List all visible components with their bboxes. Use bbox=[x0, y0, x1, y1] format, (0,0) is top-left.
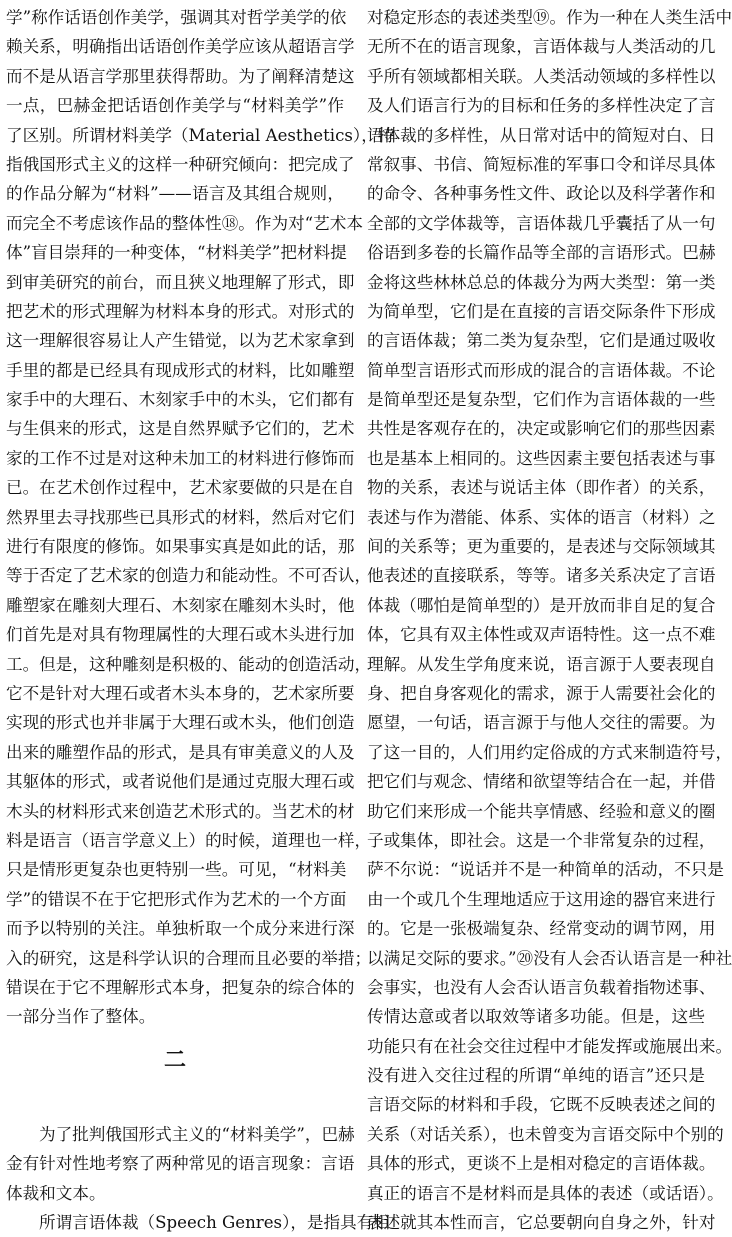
text-line: 已。在艺术创作过程中，艺术家要做的只是在自 bbox=[6, 478, 355, 498]
text-line: 是简单型还是复杂型，它们作为言语体裁的一些 bbox=[367, 390, 716, 410]
text-line: 以满足交际的要求。”⑳没有人会否认语言是一种社 bbox=[367, 948, 732, 968]
text-line: 的言语体裁；第二类为复杂型，它们是通过吸收 bbox=[367, 331, 716, 351]
left-paragraph bbox=[6, 3, 395, 1032]
text-line: 没有进入交往过程的所谓“单纯的语言”还只是 bbox=[367, 1066, 705, 1086]
text-line: 金有针对性地考察了两种常见的语言现象：言语 bbox=[6, 1154, 355, 1174]
text-line: 乎所有领域都相关联。人类活动领域的多样性以 bbox=[367, 66, 716, 86]
text-line: 手里的都是已经具有现成形式的材料，比如雕塑 bbox=[6, 360, 355, 380]
text-line: 关系（对话关系），也未曾变为言语交际中个别的 bbox=[367, 1124, 724, 1144]
text-line: 实现的形式也并非属于大理石或木头，他们创造 bbox=[6, 713, 355, 733]
text-line: 无所不在的语言现象，言语体裁与人类活动的几 bbox=[367, 37, 716, 57]
text-line: 他表述的直接联系，等等。诸多关系决定了言语 bbox=[367, 566, 716, 586]
text-line: 对稳定形态的表述类型⑲。作为一种在人类生活中 bbox=[367, 8, 732, 27]
text-line: 把它们与观念、情绪和欲望等结合在一起，并借 bbox=[367, 772, 716, 792]
text-line: 出来的雕塑作品的形式，是具有审美意义的人及 bbox=[6, 742, 355, 762]
text-line: 雕塑家在雕刻大理石、木刻家在雕刻木头时，他 bbox=[6, 595, 355, 615]
text-line: 也是基本上相同的。这些因素主要包括表述与事 bbox=[367, 448, 716, 468]
section-heading: 二 bbox=[163, 1048, 186, 1074]
text-line: 木头的材料形式来创造艺术形式的。当艺术的材 bbox=[6, 801, 355, 821]
text-line: 为了批判俄国形式主义的“材料美学”，巴赫 bbox=[39, 1124, 355, 1144]
text-line: 了这一目的，人们用约定俗成的方式来制造符号， bbox=[367, 742, 732, 762]
text-line: 赖关系，明确指出话语创作美学应该从超语言学 bbox=[6, 37, 355, 57]
text-line: 料是语言（语言学意义上）的时候，道理也一样， bbox=[6, 830, 372, 850]
text-line: 功能只有在社会交往过程中才能发挥或施展出来。 bbox=[367, 1036, 732, 1056]
text-line: 而予以特别的关注。单独析取一个成分来进行深 bbox=[6, 919, 355, 939]
text-line: 物的关系，表述与说话主体（即作者）的关系， bbox=[367, 478, 716, 498]
text-line: 家手中的大理石、木刻家手中的木头，它们都有 bbox=[6, 390, 355, 410]
text-line: 只是情形更复杂也更特别一些。可见，“材料美 bbox=[6, 860, 347, 880]
text-line: 由一个或几个生理地适应于这用途的器官来进行 bbox=[367, 889, 716, 909]
text-line: 简单型言语形式而形成的混合的言语体裁。不论 bbox=[367, 360, 716, 380]
text-line: 具体的形式，更谈不上是相对稳定的言语体裁。 bbox=[367, 1154, 716, 1174]
text-line: 指俄国形式主义的这样一种研究倾向：把完成了 bbox=[6, 154, 355, 174]
text-line: 体”盲目崇拜的一种变体，“材料美学”把材料提 bbox=[6, 243, 347, 263]
text-line: 理解。从发生学角度来说，语言源于人要表现自 bbox=[367, 654, 716, 674]
text-line: 言语交际的材料和手段，它既不反映表述之间的 bbox=[367, 1095, 716, 1115]
text-line: 体裁和文本。 bbox=[6, 1183, 106, 1203]
text-line: 与生俱来的形式，这是自然界赋予它们的，艺术 bbox=[6, 419, 355, 439]
text-line: 全部的文学体裁等，言语体裁几乎囊括了从一句 bbox=[367, 213, 716, 233]
left-paragraph-2 bbox=[6, 1120, 390, 1237]
text-line: 为简单型，它们是在直接的言语交际条件下形成 bbox=[367, 301, 716, 321]
text-line: 的作品分解为“材料”——语言及其组合规则， bbox=[6, 184, 344, 204]
text-line: 等于否定了艺术家的创造力和能动性。不可否认， bbox=[6, 566, 372, 586]
text-line: 而完全不考虑该作品的整体性⑱。作为对“艺术本 bbox=[6, 213, 363, 233]
text-line: 体，它具有双主体性或双声语特性。这一点不难 bbox=[367, 625, 716, 645]
text-line: 到审美研究的前台，而且狭义地理解了形式，即 bbox=[6, 272, 355, 292]
text-line: 表述就其本性而言，它总要朝向自身之外，针对 bbox=[367, 1213, 716, 1233]
spacer bbox=[6, 1090, 344, 1119]
text-line: 会事实，也没有人会否认语言负载着指物述事、 bbox=[367, 977, 716, 997]
text-line: 其躯体的形式，或者说他们是通过克服大理石或 bbox=[6, 772, 355, 792]
text-line: 萨不尔说：“说话并不是一种简单的活动，不只是 bbox=[367, 860, 724, 880]
text-line: 子或集体，即社会。这是一个非常复杂的过程， bbox=[367, 830, 716, 850]
text-line: 语体裁的多样性，从日常对话中的简短对白、日 bbox=[367, 125, 716, 145]
text-line: 常叙事、书信、简短标准的军事口令和详尽具体 bbox=[367, 154, 716, 174]
right-column bbox=[367, 3, 732, 1237]
text-line: 的命令、各种事务性文件、政论以及科学著作和 bbox=[367, 184, 716, 204]
text-line: 及人们语言行为的目标和任务的多样性决定了言 bbox=[367, 96, 716, 116]
text-line: 真正的语言不是材料而是具体的表述（或话语）。 bbox=[367, 1183, 724, 1203]
text-line: 金将这些林林总总的体裁分为两大类型：第一类 bbox=[367, 272, 716, 292]
text-line: 入的研究，这是科学认识的合理而且必要的举措； bbox=[6, 948, 372, 968]
text-line: 把艺术的形式理解为材料本身的形式。对形式的 bbox=[6, 301, 355, 321]
text-line: 一点，巴赫金把话语创作美学与“材料美学”作 bbox=[6, 96, 344, 116]
text-line: 愿望，一句话，语言源于与他人交往的需要。为 bbox=[367, 713, 716, 733]
text-line: 然界里去寻找那些已具形式的材料，然后对它们 bbox=[6, 507, 355, 527]
text-line: 家的工作不过是对这种未加工的材料进行修饰而 bbox=[6, 448, 355, 468]
left-column bbox=[6, 3, 395, 1237]
text-line: 身、把自身客观化的需求，源于人需要社会化的 bbox=[367, 683, 716, 703]
text-line: 体裁（哪怕是简单型的）是开放而非自足的复合 bbox=[367, 595, 716, 615]
text-line: 间的关系等；更为重要的，是表述与交际领域其 bbox=[367, 537, 716, 557]
text-line: 的。它是一张极端复杂、经常变动的调节网，用 bbox=[367, 919, 716, 939]
text-line: 学”称作话语创作美学，强调其对哲学美学的依 bbox=[6, 8, 347, 27]
text-line: 助它们来形成一个能共享情感、经验和意义的圈 bbox=[367, 801, 716, 821]
text-line: 表述与作为潜能、体系、实体的语言（材料）之 bbox=[367, 507, 716, 527]
text-line: 俗语到多卷的长篇作品等全部的言语形式。巴赫 bbox=[367, 243, 716, 263]
section-heading-row bbox=[6, 1032, 344, 1091]
text-line: 了区别。所谓材料美学（Material Aesthetics），特 bbox=[6, 125, 395, 145]
text-line: 们首先是对具有物理属性的大理石或木头进行加 bbox=[6, 625, 355, 645]
text-line: 而不是从语言学那里获得帮助。为了阐释清楚这 bbox=[6, 66, 355, 86]
text-line: 错误在于它不理解形式本身，把复杂的综合体的 bbox=[6, 977, 355, 997]
text-line: 它不是针对大理石或者木头本身的，艺术家所要 bbox=[6, 683, 355, 703]
text-line: 共性是客观存在的，决定或影响它们的那些因素 bbox=[367, 419, 716, 439]
text-line: 这一理解很容易让人产生错觉，以为艺术家拿到 bbox=[6, 331, 355, 351]
text-line: 一部分当作了整体。 bbox=[6, 1007, 156, 1027]
text-line: 传情达意或者以取效等诸多功能。但是，这些 bbox=[367, 1007, 705, 1027]
text-line: 进行有限度的修饰。如果事实真是如此的话，那 bbox=[6, 537, 355, 557]
text-line: 工。但是，这种雕刻是积极的、能动的创造活动， bbox=[6, 654, 372, 674]
text-line: 学”的错误不在于它把形式作为艺术的一个方面 bbox=[6, 889, 347, 909]
text-line: 所谓言语体裁（Speech Genres），是指具有相 bbox=[39, 1213, 390, 1233]
